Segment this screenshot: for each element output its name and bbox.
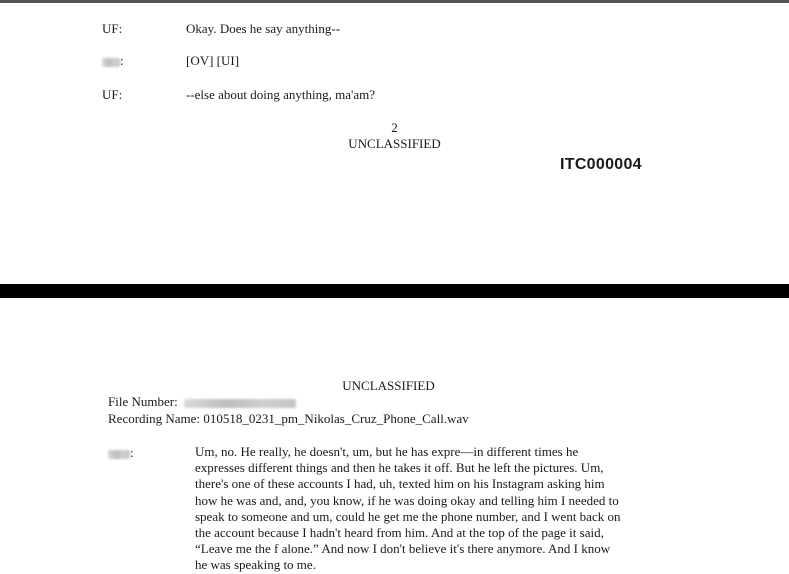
utterance-text: [OV] [UI] xyxy=(186,53,240,68)
speaker-label: UF: xyxy=(102,87,123,102)
classification-header: UNCLASSIFIED xyxy=(342,378,435,393)
recording-name-row xyxy=(108,411,469,427)
file-number-row xyxy=(108,394,296,410)
redaction-mark xyxy=(108,450,130,459)
document-page-top xyxy=(0,0,789,284)
speaker-suffix: : xyxy=(120,53,124,68)
page-separator xyxy=(0,284,789,298)
redacted-speaker-label xyxy=(102,53,124,69)
page-number: 2 xyxy=(391,120,398,135)
bates-number: ITC000004 xyxy=(560,156,642,173)
redacted-speaker-label xyxy=(108,445,134,461)
utterance-text: Okay. Does he say anything-- xyxy=(186,21,341,36)
redaction-mark xyxy=(102,58,120,67)
recording-name-value: 010518_0231_pm_Nikolas_Cruz_Phone_Call.wav xyxy=(203,411,469,426)
speaker-label: UF: xyxy=(102,21,123,36)
utterance-text: --else about doing anything, ma'am? xyxy=(186,87,375,102)
recording-name-label: Recording Name: xyxy=(108,411,201,426)
classification-footer: UNCLASSIFIED xyxy=(348,136,441,151)
redaction-mark xyxy=(184,399,296,408)
file-number-label: File Number: xyxy=(108,394,178,409)
transcript-paragraph: Um, no. He really, he doesn't, um, but he has expre—in different times he expresses different things and then he takes it off. But he left the pictures. Um, there's one of these accounts I had, uh, texted him on his Instagram asking him how he was and, and, you know, if he was doing okay and telling him I needed to speak to someone and um, could he get me the phone number, and I went back on the account because I hadn't heard from him. And at the top of the page it said, “Leave me the f alone.” And now I don't believe it's there anymore. And I know he was speaking to me. xyxy=(195,444,621,573)
speaker-suffix: : xyxy=(130,445,134,460)
